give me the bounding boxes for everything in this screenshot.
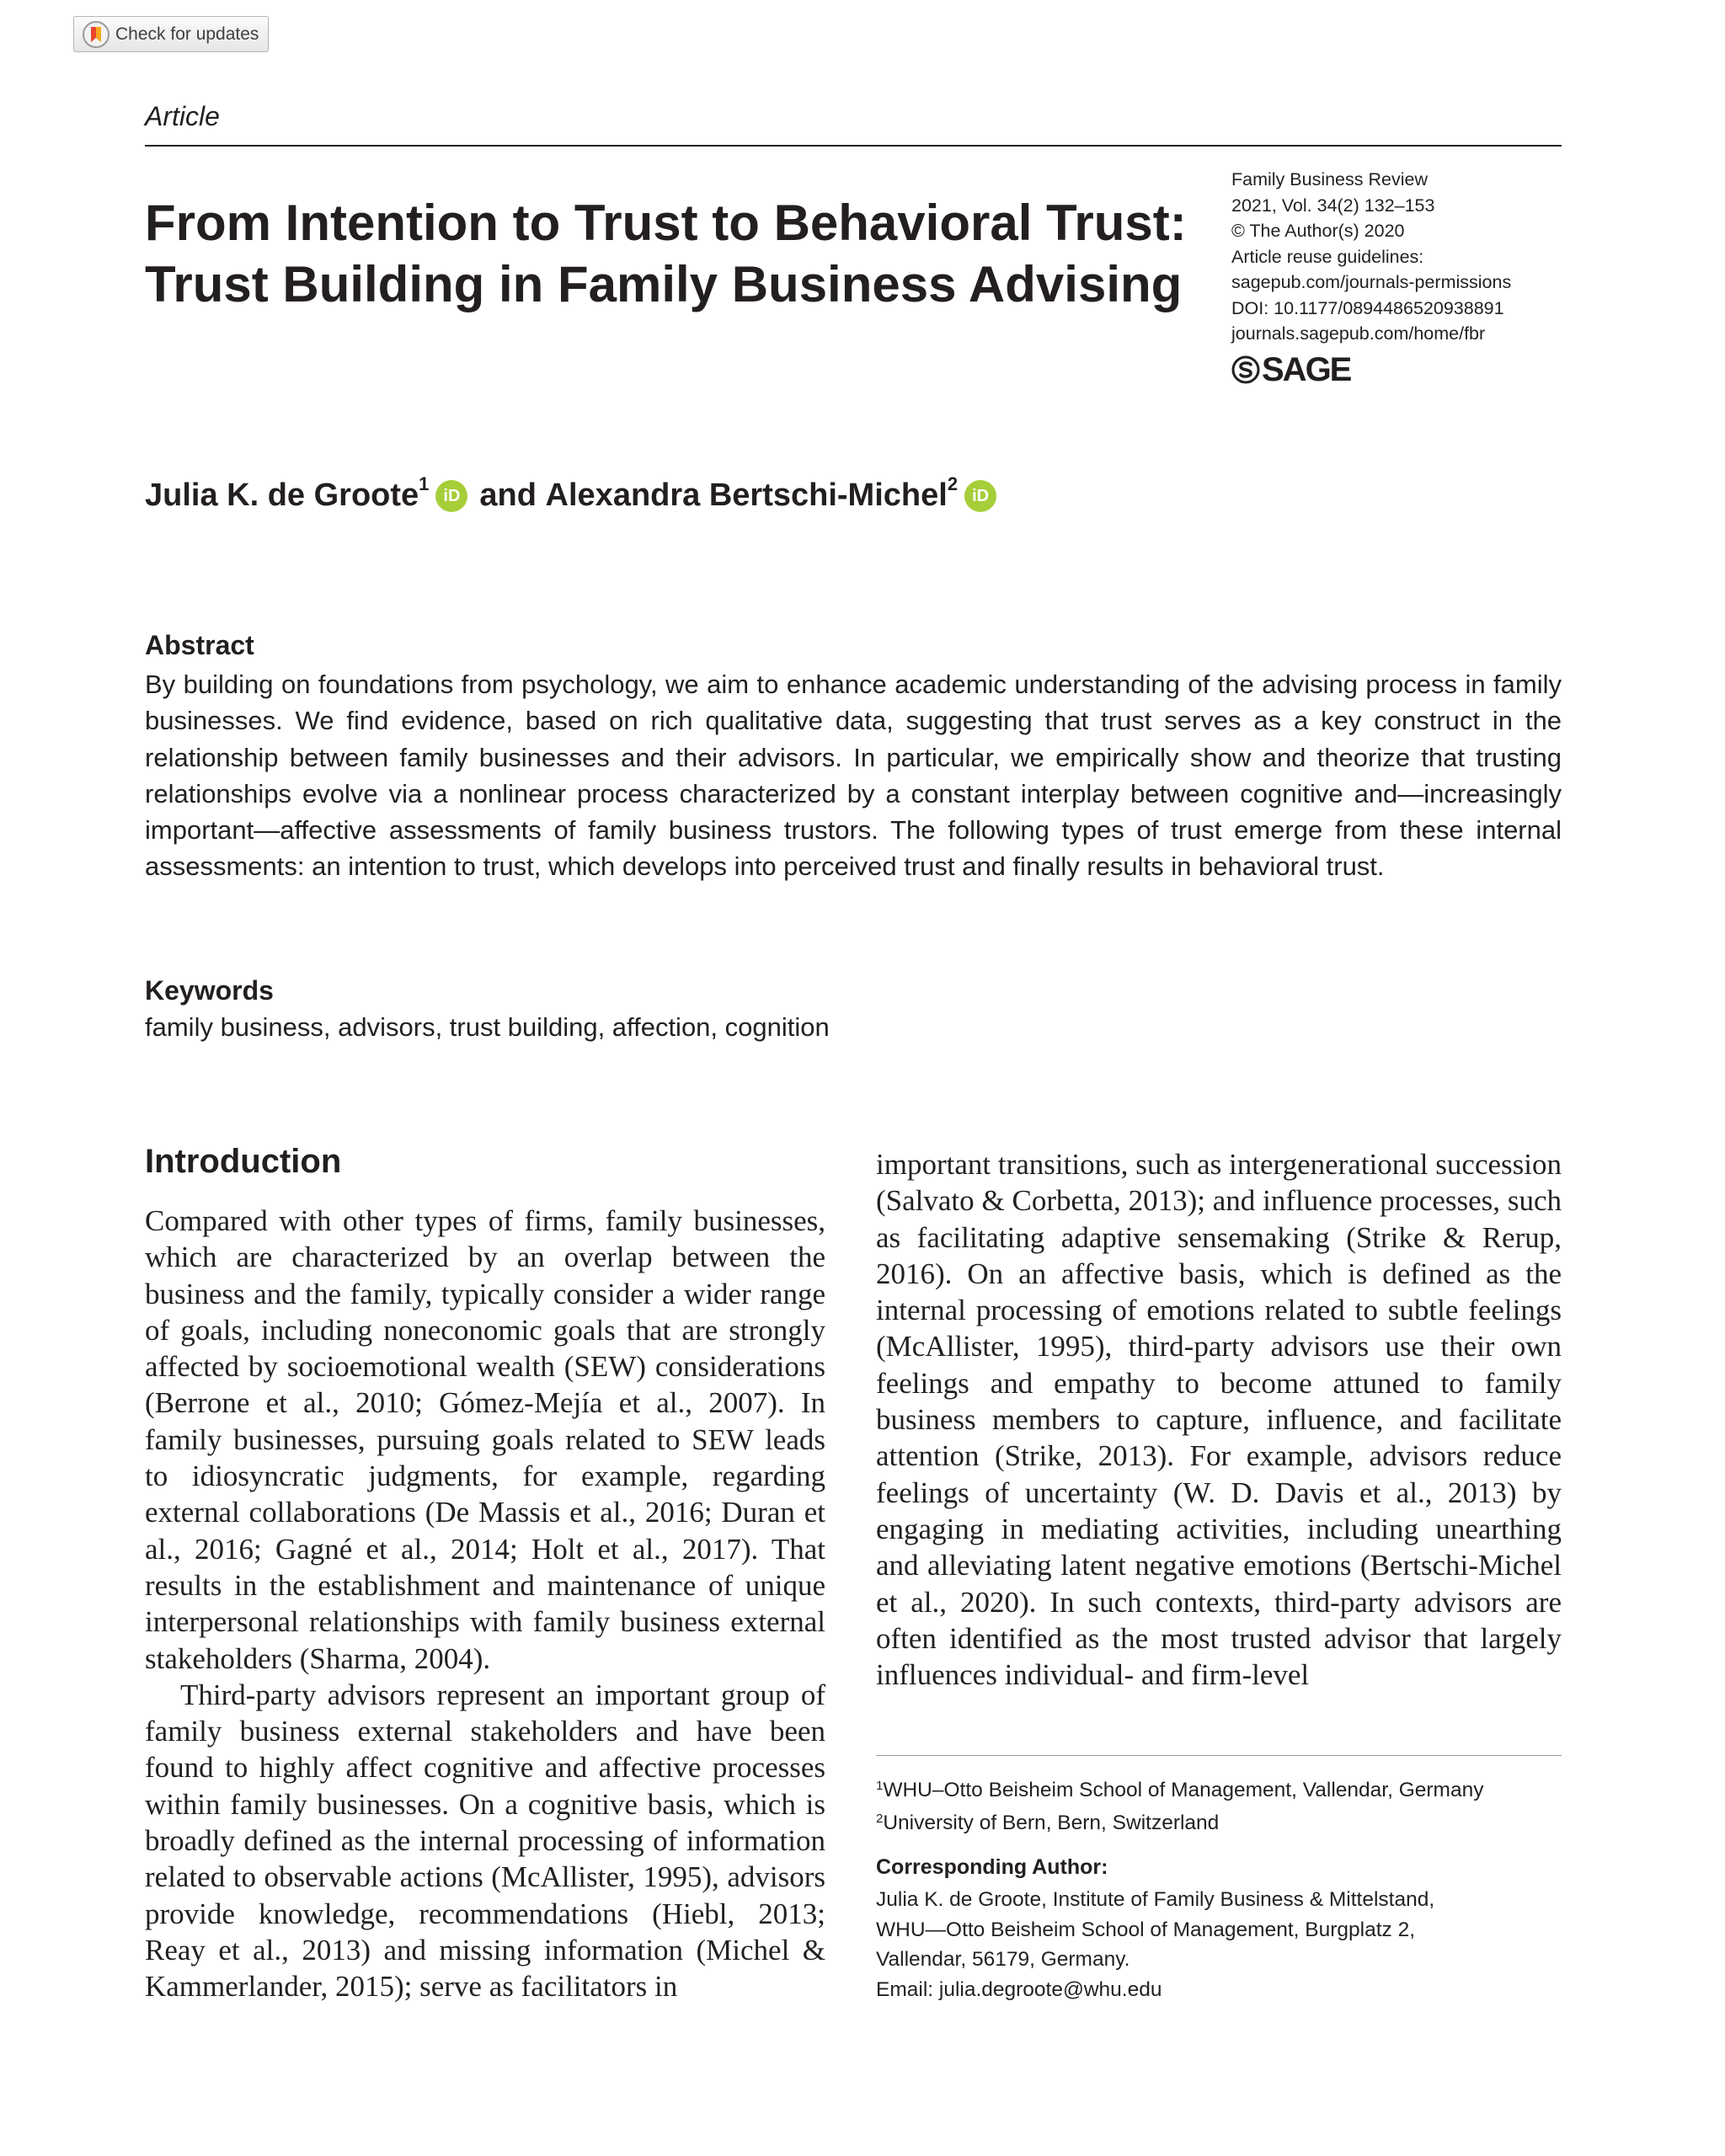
affiliation-line [876,1808,1562,1841]
sage-logo [1231,352,1350,387]
paper-title: From Intention to Trust to Behavioral Trust: Trust Building in Family Business Advising [145,195,1187,312]
author-name: Alexandra Bertschi-Michel [545,478,948,513]
affiliation-marker: 1 [876,1779,884,1793]
section-heading-introduction: Introduction [145,1143,342,1180]
journal-info [1231,167,1568,347]
orcid-icon[interactable]: iD [964,480,996,512]
sage-logo-text: SAGE [1262,350,1351,388]
body-column-right [876,1146,1562,1693]
affiliation-marker: 1 [419,472,430,494]
copyright-line: © The Author(s) 2020 [1231,221,1405,241]
author-connector: and [479,478,537,513]
header-rule [145,145,1562,147]
permissions-link[interactable]: sagepub.com/journals-permissions [1231,272,1512,292]
check-for-updates-button[interactable] [73,16,269,52]
author-name: Julia K. de Groote [145,478,419,513]
abstract-text: By building on foundations from psychology, we aim to enhance academic understanding of the advising process in family businesses. We find evidence, based on rich qualitative data, suggesting that trust serves as a key construct in the relationship between family businesses and their advisors. In particular, we empirically show and theorize that trusting relationships evolve via a nonlinear process characterized by a constant interplay between cognitive and—increasingly important—affective assessments of family business trustors. The following types of trust emerge from these internal assessments: an intention to trust, which develops into perceived trust and finally results in behavioral trust. [145,670,1562,882]
orcid-icon[interactable]: iD [435,480,467,512]
body-paragraph: Third-party advisors represent an important group of family business external stakeholders and have been found to highly affect cognitive and affective processes within family businesses. On a cognitive basis, which is broadly defined as the internal processing of information related to observable actions (McAllister, 1995), advisors provide knowledge, recommendations (Hiebl, 2013; Reay et al., 2013) and missing information (Michel & Kammerlander, 2015); serve as facilitators in [145,1678,825,2004]
affiliation-line [876,1775,1562,1808]
journal-name: Family Business Review [1231,169,1428,189]
article-type-label: Article [145,101,220,131]
affiliation-text: University of Bern, Bern, Switzerland [883,1812,1220,1834]
sage-s-icon [1231,355,1260,384]
affiliations [876,1775,1562,1841]
corresponding-line: Julia K. de Groote, Institute of Family Business & Mittelstand, [876,1888,1435,1911]
corresponding-line: Vallendar, 56179, Germany. [876,1948,1130,1971]
corresponding-author-heading: Corresponding Author: [876,1855,1108,1879]
corresponding-email[interactable]: Email: julia.degroote@whu.edu [876,1977,1162,2001]
journal-volume: 2021, Vol. 34(2) 132–153 [1231,195,1435,216]
body-column-left [145,1203,825,2005]
author-list [145,472,1008,514]
crossmark-icon [82,20,110,49]
corresponding-author-details [876,1885,1562,2004]
reuse-guidelines-label: Article reuse guidelines: [1231,246,1424,267]
keywords-heading: Keywords [145,975,274,1006]
corresponding-line: WHU—Otto Beisheim School of Management, Burgplatz 2, [876,1918,1416,1941]
body-paragraph: important transitions, such as intergenerational succession (Salvato & Corbetta, 2013); and influence processes, such as facilitating adaptive sensemaking (Strike & Rerup, 2016). On an affective basis, which is defined as the internal processing of emotions related to subtle feelings (McAllister, 1995), third-party advisors use their own feelings and empathy to become attuned to family business members to capture, influence, and facilitate attention (Strike, 2013). For example, advisors reduce feelings of uncertainty (W. D. Davis et al., 2013) by engaging in mediating activities, including unearthing and alleviating latent negative emotions (Bertschi-Michel et al., 2020). In such contexts, third-party advisors are often identified as the most trusted advisor that largely influences individual- and firm-level [876,1148,1562,1692]
keywords-text: family business, advisors, trust building, affection, cognition [145,1012,830,1042]
doi-link[interactable]: DOI: 10.1177/0894486520938891 [1231,297,1504,318]
affiliation-text: WHU–Otto Beisheim School of Management, Vallendar, Germany [883,1779,1484,1801]
footnote-divider [876,1755,1562,1756]
abstract-heading: Abstract [145,630,254,660]
check-for-updates-label: Check for updates [115,24,259,44]
body-paragraph: Compared with other types of firms, family businesses, which are characterized by an overlap between the business and the family, typically consider a wider range of goals, including noneconomic goals that are strongly affected by socioemotional wealth (SEW) considerations (Berrone et al., 2010; Gómez-Mejía et al., 2007). In family businesses, pursuing goals related to SEW leads to idiosyncratic judgments, for example, regarding external collaborations (De Massis et al., 2016; Duran et al., 2016; Gagné et al., 2014; Holt et al., 2017). That results in the establishment and maintenance of unique interpersonal relationships with family business external stakeholders (Sharma, 2004). [145,1204,825,1675]
affiliation-marker: 2 [947,472,959,494]
affiliation-marker: 2 [876,1812,884,1826]
journal-home-link[interactable]: journals.sagepub.com/home/fbr [1231,323,1486,344]
